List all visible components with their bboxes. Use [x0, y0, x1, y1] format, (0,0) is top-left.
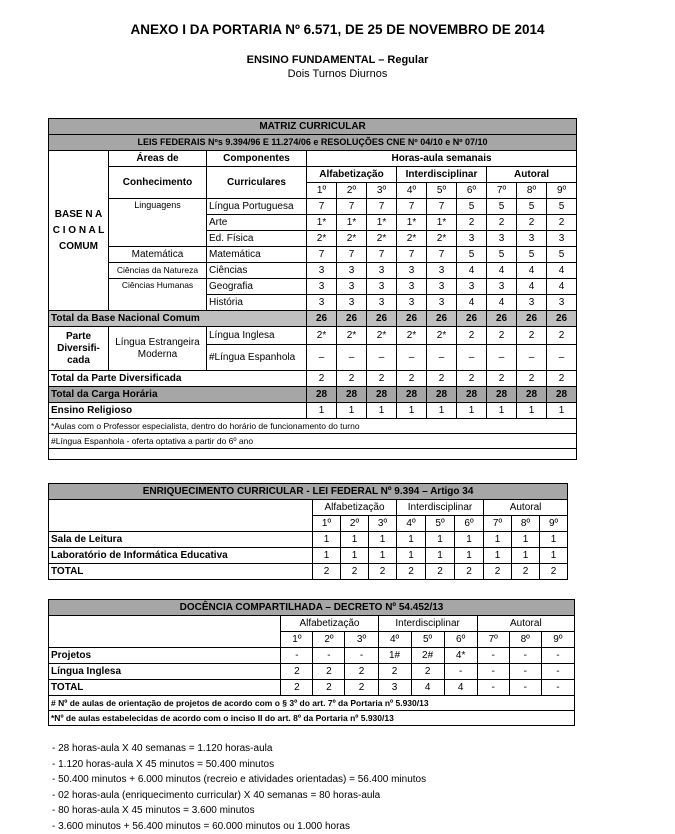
total-carga-label: Total da Carga Horária: [49, 387, 307, 403]
value-cell: 2: [517, 327, 547, 345]
value-cell: 3: [337, 279, 367, 295]
value-cell: 3: [367, 279, 397, 295]
value-cell: 1*: [397, 215, 427, 231]
value-cell: -: [509, 664, 541, 680]
matriz-title: MATRIZ CURRICULAR: [49, 119, 577, 135]
component-cell: Ed. Física: [207, 231, 307, 247]
year-header: 3º: [345, 632, 378, 648]
value-cell: 2: [341, 564, 369, 580]
footnote: # Nº de aulas de orientação de projetos de acordo com o § 3º do art. 7º da Portaria nº 5.930/13: [49, 696, 575, 711]
value-cell: 2: [281, 664, 313, 680]
value-cell: 1: [540, 548, 568, 564]
year-header: 8º: [512, 516, 540, 532]
total-value: 28: [457, 387, 487, 403]
component-cell: #Língua Espanhola: [207, 345, 307, 371]
component-row: [49, 279, 577, 295]
total-parte-label: Total da Parte Diversificada: [49, 371, 307, 387]
year-header: 1º: [313, 516, 341, 532]
value-cell: 1*: [337, 215, 367, 231]
component-cell: Ciências: [207, 263, 307, 279]
year-header: 4º: [397, 183, 427, 199]
value-cell: 1: [484, 532, 512, 548]
value-cell: 2*: [337, 327, 367, 345]
total-value: 28: [427, 387, 457, 403]
note-row: [49, 696, 575, 711]
total-value: 28: [517, 387, 547, 403]
value-cell: 2*: [367, 231, 397, 247]
value-cell: –: [487, 345, 517, 371]
value-cell: 4: [547, 279, 577, 295]
value-cell: 2: [313, 680, 345, 696]
value-cell: 3: [427, 279, 457, 295]
value-cell: 7: [367, 199, 397, 215]
value-cell: 7: [427, 199, 457, 215]
value-cell: 2: [313, 664, 345, 680]
value-cell: 1: [512, 532, 540, 548]
row-label: TOTAL: [49, 680, 281, 696]
value-cell: 7: [337, 247, 367, 263]
group-header: Interdisciplinar: [397, 500, 484, 516]
value-cell: 1: [341, 532, 369, 548]
year-header: 2º: [337, 183, 367, 199]
total-value: 26: [337, 311, 367, 327]
year-header: 5º: [411, 632, 444, 648]
year-header: 8º: [517, 183, 547, 199]
value-cell: -: [541, 664, 574, 680]
value-cell: 3: [378, 680, 411, 696]
year-header: 6º: [455, 516, 484, 532]
value-cell: -: [444, 664, 477, 680]
calculation-line: - 3.600 minutos + 56.400 minutos = 60.000 minutos ou 1.000 horas: [52, 820, 350, 832]
row-label: TOTAL: [49, 564, 313, 580]
value-cell: 1: [367, 403, 397, 419]
value-cell: 1: [307, 403, 337, 419]
total-value: 26: [367, 311, 397, 327]
calculation-notes: [52, 741, 426, 834]
total-value: 2: [517, 371, 547, 387]
year-header: 6º: [457, 183, 487, 199]
value-cell: 3: [487, 279, 517, 295]
value-cell: 2: [455, 564, 484, 580]
footnote: *Aulas com o Professor especialista, dentro do horário de funcionamento do turno: [49, 419, 577, 434]
value-cell: 2: [512, 564, 540, 580]
table-row: [49, 548, 568, 564]
value-cell: 3: [457, 279, 487, 295]
label-header-blank: [49, 500, 313, 532]
year-header: 7º: [487, 183, 517, 199]
value-cell: 5: [487, 247, 517, 263]
year-header: 6º: [444, 632, 477, 648]
group-header: Interdisciplinar: [378, 616, 477, 632]
total-row: [49, 371, 577, 387]
total-value: 26: [457, 311, 487, 327]
table-row: [49, 564, 568, 580]
group-header: Alfabetização: [313, 500, 397, 516]
value-cell: 2: [457, 327, 487, 345]
value-cell: 7: [307, 247, 337, 263]
total-base-label: Total da Base Nacional Comum: [49, 311, 307, 327]
year-header: 1º: [281, 632, 313, 648]
value-cell: 3: [307, 279, 337, 295]
value-cell: 1*: [307, 215, 337, 231]
table-row: [49, 664, 575, 680]
total-value: 26: [547, 311, 577, 327]
note-row: [49, 419, 577, 434]
value-cell: 1: [427, 403, 457, 419]
docencia-table: [48, 599, 575, 726]
value-cell: 1: [369, 548, 397, 564]
value-cell: -: [281, 648, 313, 664]
value-cell: 3: [397, 295, 427, 311]
total-value: 2: [397, 371, 427, 387]
spacer-row: [49, 449, 577, 460]
year-header: 9º: [547, 183, 577, 199]
header-row: [49, 616, 575, 632]
value-cell: 3: [337, 263, 367, 279]
value-cell: 1: [487, 403, 517, 419]
areas-header: Áreas de: [109, 151, 207, 167]
value-cell: 2*: [307, 231, 337, 247]
year-header: 9º: [541, 632, 574, 648]
row-label: Projetos: [49, 648, 281, 664]
ensino-religioso-label: Ensino Religioso: [49, 403, 307, 419]
value-cell: 2: [345, 680, 378, 696]
value-cell: -: [541, 680, 574, 696]
value-cell: -: [313, 648, 345, 664]
value-cell: -: [541, 648, 574, 664]
table-row: [49, 648, 575, 664]
component-row: [49, 263, 577, 279]
group-header: Alfabetização: [281, 616, 378, 632]
value-cell: 1: [426, 532, 455, 548]
value-cell: 7: [427, 247, 457, 263]
group-header: Alfabetização: [307, 167, 397, 183]
value-cell: 2: [397, 564, 426, 580]
area-cell: Matemática: [109, 247, 207, 263]
year-header: 3º: [367, 183, 397, 199]
value-cell: 2: [426, 564, 455, 580]
value-cell: 2: [487, 327, 517, 345]
footnote: #Língua Espanhola - oferta optativa a partir do 6º ano: [49, 434, 577, 449]
matriz-subtitle: LEIS FEDERAIS Nºs 9.394/96 E 11.274/06 e RESOLUÇÕES CNE Nº 04/10 e Nº 07/10: [49, 135, 577, 151]
total-value: 2: [307, 371, 337, 387]
value-cell: 2: [540, 564, 568, 580]
diversificada-row: [49, 327, 577, 345]
total-value: 28: [397, 387, 427, 403]
value-cell: 5: [457, 247, 487, 263]
value-cell: 1: [547, 403, 577, 419]
value-cell: 1*: [427, 215, 457, 231]
value-cell: 2: [487, 215, 517, 231]
document-subtitle: ENSINO FUNDAMENTAL – Regular: [246, 54, 429, 66]
value-cell: 5: [547, 199, 577, 215]
value-cell: -: [509, 680, 541, 696]
row-label: Laboratório de Informática Educativa: [49, 548, 313, 564]
component-cell: Língua Portuguesa: [207, 199, 307, 215]
value-cell: 2: [313, 564, 341, 580]
value-cell: 3: [427, 295, 457, 311]
value-cell: 2: [484, 564, 512, 580]
religioso-row: [49, 403, 577, 419]
total-row: [49, 387, 577, 403]
value-cell: –: [397, 345, 427, 371]
year-header: 2º: [313, 632, 345, 648]
value-cell: 2: [378, 664, 411, 680]
value-cell: –: [517, 345, 547, 371]
value-cell: 4: [547, 263, 577, 279]
value-cell: 4: [457, 263, 487, 279]
value-cell: 2*: [367, 327, 397, 345]
value-cell: 7: [397, 199, 427, 215]
value-cell: 2: [411, 664, 444, 680]
total-value: 26: [487, 311, 517, 327]
calculation-line: - 28 horas-aula X 40 semanas = 1.120 horas-aula: [52, 743, 273, 754]
footnote: *Nº de aulas estabelecidas de acordo com o inciso II do art. 8º da Portaria nº 5.930/13: [49, 711, 575, 726]
value-cell: -: [509, 648, 541, 664]
value-cell: 2: [457, 215, 487, 231]
value-cell: -: [477, 648, 509, 664]
year-header: 5º: [426, 516, 455, 532]
year-header: 7º: [477, 632, 509, 648]
value-cell: 2: [369, 564, 397, 580]
total-row: [49, 311, 577, 327]
value-cell: 2*: [307, 327, 337, 345]
total-value: 28: [487, 387, 517, 403]
calculation-line: - 02 horas-aula (enriquecimento curricular) X 40 semanas = 80 horas-aula: [52, 789, 381, 801]
horas-header: Horas-aula semanais: [307, 151, 577, 167]
year-header: 3º: [369, 516, 397, 532]
component-cell: Matemática: [207, 247, 307, 263]
header-row: [49, 500, 568, 516]
value-cell: 1: [426, 548, 455, 564]
enriq-title: ENRIQUECIMENTO CURRICULAR - LEI FEDERAL Nº 9.394 – Artigo 34: [49, 484, 568, 500]
value-cell: -: [345, 648, 378, 664]
value-cell: 1: [369, 532, 397, 548]
value-cell: 3: [307, 295, 337, 311]
group-header: Interdisciplinar: [397, 167, 487, 183]
year-header: 5º: [427, 183, 457, 199]
component-cell: Geografia: [207, 279, 307, 295]
value-cell: 2*: [427, 231, 457, 247]
value-cell: 1: [455, 548, 484, 564]
value-cell: 2#: [411, 648, 444, 664]
matriz-curricular-table: [48, 118, 577, 460]
value-cell: -: [477, 664, 509, 680]
total-value: 26: [517, 311, 547, 327]
value-cell: 3: [547, 231, 577, 247]
document-subtitle-shift: Dois Turnos Diurnos: [287, 68, 388, 80]
value-cell: 1: [540, 532, 568, 548]
value-cell: 1: [484, 548, 512, 564]
value-cell: 7: [397, 247, 427, 263]
area-cell: Língua Estrangeira Moderna: [109, 327, 207, 371]
value-cell: 7: [367, 247, 397, 263]
value-cell: 7: [307, 199, 337, 215]
year-header: 8º: [509, 632, 541, 648]
value-cell: 3: [487, 231, 517, 247]
document-title: ANEXO I DA PORTARIA Nº 6.571, DE 25 DE NOVEMBRO DE 2014: [130, 22, 545, 37]
value-cell: 2*: [337, 231, 367, 247]
value-cell: –: [457, 345, 487, 371]
value-cell: 1: [512, 548, 540, 564]
component-cell: Língua Inglesa: [207, 327, 307, 345]
value-cell: 4: [517, 279, 547, 295]
value-cell: –: [307, 345, 337, 371]
enriquecimento-table: [48, 483, 568, 580]
value-cell: –: [547, 345, 577, 371]
year-header: 1º: [307, 183, 337, 199]
group-header: Autoral: [477, 616, 574, 632]
year-header: 2º: [341, 516, 369, 532]
table-row: [49, 680, 575, 696]
value-cell: 5: [547, 247, 577, 263]
note-row: [49, 434, 577, 449]
value-cell: 1: [457, 403, 487, 419]
calculation-line: - 50.400 minutos + 6.000 minutos (recreio e atividades orientadas) = 56.400 minutos: [52, 774, 427, 785]
value-cell: 2: [547, 327, 577, 345]
header-row: [49, 167, 577, 183]
value-cell: 3: [547, 295, 577, 311]
value-cell: 1: [313, 532, 341, 548]
value-cell: 3: [397, 279, 427, 295]
value-cell: 4: [517, 263, 547, 279]
value-cell: 3: [367, 295, 397, 311]
group-header: Autoral: [487, 167, 577, 183]
value-cell: 7: [337, 199, 367, 215]
total-value: 28: [547, 387, 577, 403]
value-cell: 5: [457, 199, 487, 215]
value-cell: 2: [281, 680, 313, 696]
value-cell: 2: [547, 215, 577, 231]
calculation-line: - 1.120 horas-aula X 45 minutos = 50.400 minutos: [52, 758, 275, 770]
year-header: 4º: [397, 516, 426, 532]
value-cell: 3: [307, 263, 337, 279]
note-row: [49, 711, 575, 726]
value-cell: 3: [397, 263, 427, 279]
group-header: Autoral: [484, 500, 568, 516]
value-cell: –: [337, 345, 367, 371]
value-cell: 2: [345, 664, 378, 680]
value-cell: 2*: [397, 327, 427, 345]
row-label: Língua Inglesa: [49, 664, 281, 680]
value-cell: 5: [487, 199, 517, 215]
row-label: Sala de Leitura: [49, 532, 313, 548]
value-cell: 3: [337, 295, 367, 311]
area-cell: Ciências Humanas: [109, 279, 207, 311]
total-value: 26: [397, 311, 427, 327]
value-cell: 4*: [444, 648, 477, 664]
value-cell: 4: [487, 263, 517, 279]
total-value: 2: [337, 371, 367, 387]
area-cell: Ciências da Natureza: [109, 263, 207, 279]
year-header: 7º: [484, 516, 512, 532]
total-value: 2: [457, 371, 487, 387]
value-cell: 3: [367, 263, 397, 279]
componentes-header: Componentes: [207, 151, 307, 167]
total-value: 26: [307, 311, 337, 327]
value-cell: 3: [517, 231, 547, 247]
componentes-header-blank: Curriculares: [207, 167, 307, 199]
total-value: 2: [547, 371, 577, 387]
header-row: [49, 151, 577, 167]
parte-diversificada-label: Parte Diversifi- cada: [49, 327, 109, 371]
value-cell: 1: [455, 532, 484, 548]
total-value: 2: [427, 371, 457, 387]
value-cell: -: [477, 680, 509, 696]
year-header: 9º: [540, 516, 568, 532]
value-cell: 2*: [397, 231, 427, 247]
value-cell: 3: [517, 295, 547, 311]
value-cell: 5: [517, 247, 547, 263]
total-value: 2: [487, 371, 517, 387]
areas-header-blank: Conhecimento: [109, 167, 207, 199]
value-cell: 1#: [378, 648, 411, 664]
total-value: 2: [367, 371, 397, 387]
value-cell: 2*: [427, 327, 457, 345]
value-cell: 4: [487, 295, 517, 311]
total-value: 28: [337, 387, 367, 403]
total-value: 28: [307, 387, 337, 403]
value-cell: 1: [517, 403, 547, 419]
value-cell: 1: [397, 548, 426, 564]
spacer-cell: [49, 449, 577, 460]
value-cell: 1: [337, 403, 367, 419]
value-cell: –: [367, 345, 397, 371]
value-cell: 1: [313, 548, 341, 564]
value-cell: 4: [457, 295, 487, 311]
value-cell: 1: [341, 548, 369, 564]
total-value: 28: [367, 387, 397, 403]
calculation-line: - 80 horas-aula X 45 minutos = 3.600 minutos: [52, 805, 255, 816]
base-nacional-label: BASE N A C I O N A L COMUM: [49, 151, 109, 311]
component-cell: História: [207, 295, 307, 311]
value-cell: 1: [397, 532, 426, 548]
value-cell: 4: [411, 680, 444, 696]
value-cell: 4: [444, 680, 477, 696]
docencia-title: DOCÊNCIA COMPARTILHADA – DECRETO Nº 54.452/13: [49, 600, 575, 616]
table-row: [49, 532, 568, 548]
area-cell: Linguagens: [109, 199, 207, 247]
value-cell: 1: [397, 403, 427, 419]
component-row: [49, 247, 577, 263]
value-cell: 2: [517, 215, 547, 231]
label-header-blank: [49, 616, 281, 648]
value-cell: 3: [457, 231, 487, 247]
component-row: [49, 199, 577, 215]
value-cell: 1*: [367, 215, 397, 231]
component-cell: Arte: [207, 215, 307, 231]
value-cell: 5: [517, 199, 547, 215]
total-value: 26: [427, 311, 457, 327]
year-header: 4º: [378, 632, 411, 648]
value-cell: –: [427, 345, 457, 371]
value-cell: 3: [427, 263, 457, 279]
